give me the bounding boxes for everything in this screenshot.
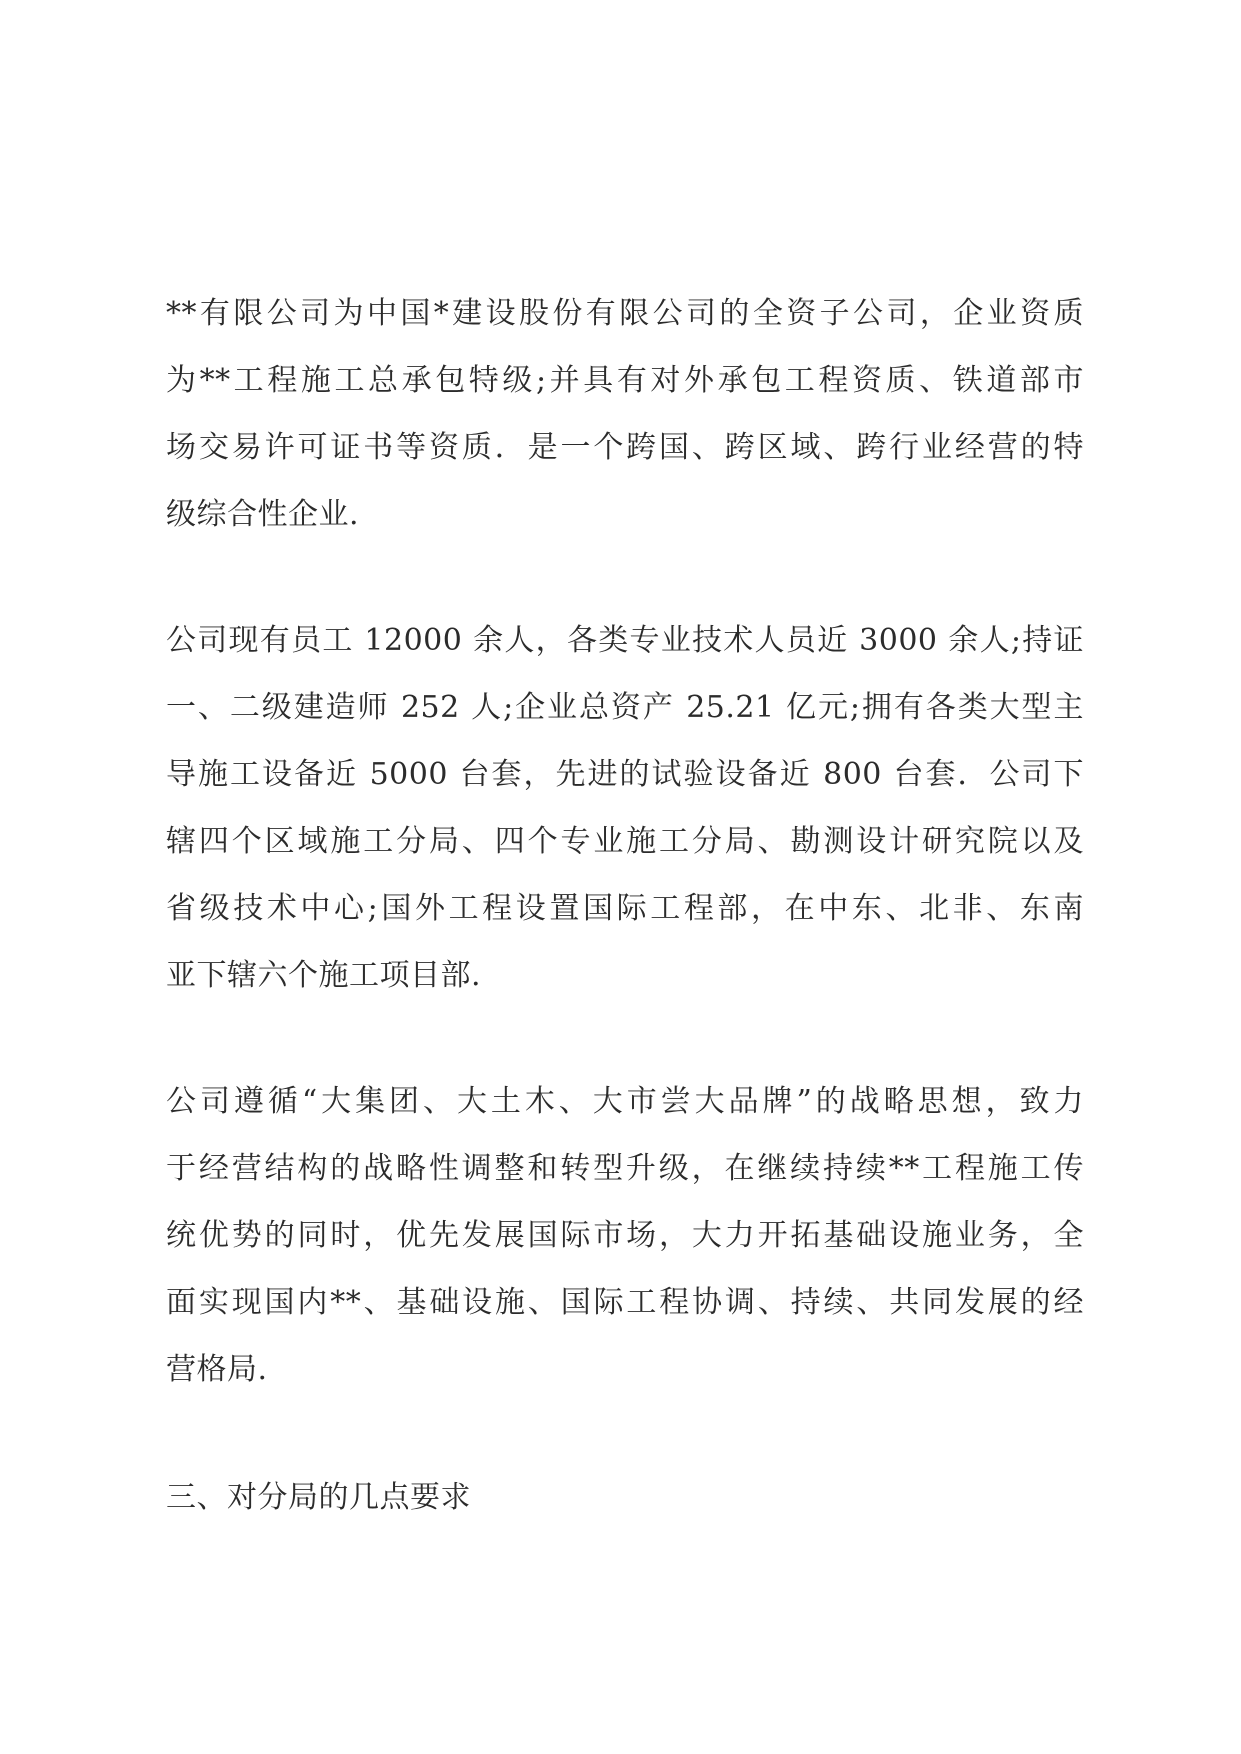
text-line: 于经营结构的战略性调整和转型升级，在继续持续**工程施工传 xyxy=(166,1151,1084,1186)
text-line: 一、二级建造师 252 人;企业总资产 25.21 亿元;拥有各类大型主 xyxy=(166,690,1084,725)
text-line: 级综合性企业. xyxy=(166,497,360,532)
text-line: **有限公司为中国*建设股份有限公司的全资子公司，企业资质 xyxy=(166,296,1084,331)
text-line: 面实现国内**、基础设施、国际工程协调、持续、共同发展的经 xyxy=(166,1285,1084,1320)
text-line: 导施工设备近 5000 台套，先进的试验设备近 800 台套．公司下 xyxy=(166,757,1084,792)
text-line: 辖四个区域施工分局、四个专业施工分局、勘测设计研究院以及 xyxy=(166,824,1084,859)
text-line: 营格局. xyxy=(166,1352,268,1387)
text-line: 场交易许可证书等资质．是一个跨国、跨区域、跨行业经营的特 xyxy=(166,430,1084,465)
text-line: 为**工程施工总承包特级;并具有对外承包工程资质、铁道部市 xyxy=(166,363,1084,398)
text-line: 公司现有员工 12000 余人，各类专业技术人员近 3000 余人;持证 xyxy=(166,623,1084,658)
section-heading: 三、对分局的几点要求 xyxy=(166,1480,471,1515)
text-line: 省级技术中心;国外工程设置国际工程部，在中东、北非、东南 xyxy=(166,891,1084,926)
text-line: 公司遵循“大集团、大土木、大市尝大品牌”的战略思想，致力 xyxy=(166,1084,1084,1119)
text-line: 亚下辖六个施工项目部. xyxy=(166,958,482,993)
text-line: 统优势的同时，优先发展国际市场，大力开拓基础设施业务，全 xyxy=(166,1218,1084,1253)
